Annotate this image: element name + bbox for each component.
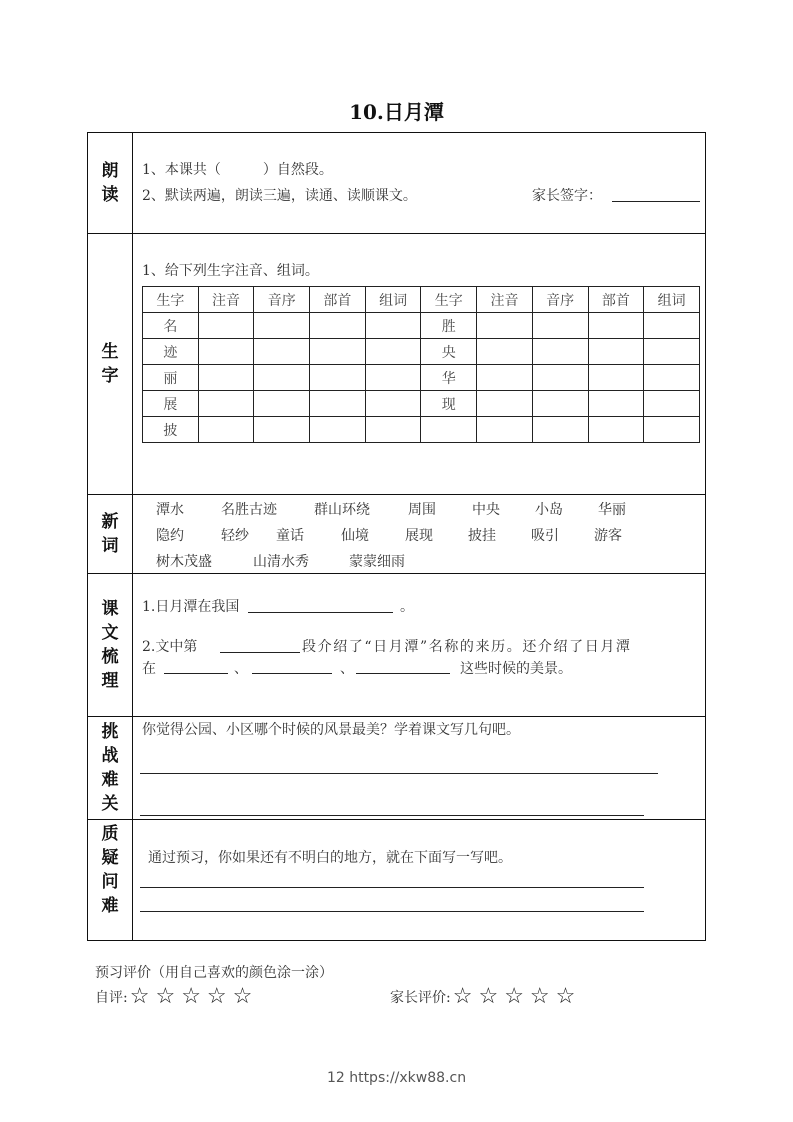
grid-cell[interactable] xyxy=(644,313,700,339)
section-label-challenge: 挑 战 难 关 xyxy=(88,717,133,819)
grid-cell[interactable] xyxy=(254,365,310,391)
evaluation-title: 预习评价（用自己喜欢的颜色涂一涂） xyxy=(95,965,333,981)
grid-cell[interactable] xyxy=(254,339,310,365)
reading-item-2: 2、默读两遍，朗读三遍，读通、读顺课文。 xyxy=(142,188,417,204)
grid-cell[interactable] xyxy=(254,313,310,339)
grid-cell[interactable] xyxy=(477,391,533,417)
grid-cell[interactable] xyxy=(310,313,366,339)
word: 隐约 xyxy=(156,528,184,544)
grid-cell[interactable] xyxy=(365,391,421,417)
word: 树木茂盛 xyxy=(156,554,212,570)
grid-header-row: 生字 注音 音序 部首 组词 生字 注音 音序 部首 组词 xyxy=(143,287,700,313)
star-icon[interactable]: ☆ xyxy=(555,984,576,1009)
section-text-review: 课 文 梳 理 1.日月潭在我国 。 2.文中第 段介绍了“日月潭”名称的来历。还介绍了日月潭 在 、 、 这些时候的美景。 xyxy=(88,574,705,717)
grid-row: 展 现 xyxy=(143,391,700,417)
grid-cell[interactable] xyxy=(254,417,310,443)
section-label-questions: 质 疑 问 难 xyxy=(88,820,133,941)
grid-cell[interactable] xyxy=(588,365,644,391)
answer-blank[interactable] xyxy=(252,673,332,674)
questions-prompt: 通过预习，你如果还有不明白的地方，就在下面写一写吧。 xyxy=(148,850,512,866)
grid-cell[interactable] xyxy=(365,417,421,443)
word: 吸引 xyxy=(531,528,559,544)
grid-cell[interactable] xyxy=(198,417,254,443)
grid-cell[interactable] xyxy=(198,391,254,417)
characters-instruction: 1、给下列生字注音、组词。 xyxy=(142,263,319,279)
section-questions xyxy=(88,820,705,941)
self-evaluation: 自评: ☆ ☆ ☆ ☆ ☆ xyxy=(95,984,253,1009)
grid-cell[interactable] xyxy=(644,391,700,417)
star-icon[interactable]: ☆ xyxy=(478,984,499,1009)
writing-line[interactable] xyxy=(140,815,644,816)
characters-grid xyxy=(142,286,700,443)
star-icon[interactable]: ☆ xyxy=(155,984,176,1009)
grid-cell[interactable] xyxy=(310,417,366,443)
grid-cell[interactable] xyxy=(365,339,421,365)
star-icon[interactable]: ☆ xyxy=(529,984,550,1009)
word: 蒙蒙细雨 xyxy=(349,554,405,570)
section-new-words xyxy=(88,495,705,574)
grid-cell[interactable] xyxy=(198,339,254,365)
writing-line[interactable] xyxy=(140,887,644,888)
word: 群山环绕 xyxy=(314,502,370,518)
signature-label: 家长签字： xyxy=(532,188,602,204)
word: 华丽 xyxy=(598,502,626,518)
word: 展现 xyxy=(405,528,433,544)
grid-cell[interactable] xyxy=(365,365,421,391)
word: 名胜古迹 xyxy=(221,502,277,518)
grid-cell[interactable] xyxy=(477,365,533,391)
star-icon[interactable]: ☆ xyxy=(129,984,150,1009)
writing-line[interactable] xyxy=(140,773,658,774)
word: 周围 xyxy=(408,502,436,518)
section-label-reading: 朗 读 xyxy=(88,133,133,233)
grid-cell[interactable] xyxy=(310,391,366,417)
grid-cell[interactable] xyxy=(254,391,310,417)
grid-cell[interactable] xyxy=(588,313,644,339)
grid-row: 披 xyxy=(143,417,700,443)
page-footer: 12 https://xkw88.cn xyxy=(326,1070,467,1086)
grid-cell[interactable] xyxy=(477,313,533,339)
grid-cell[interactable] xyxy=(310,365,366,391)
grid-cell[interactable] xyxy=(588,339,644,365)
section-characters xyxy=(88,234,705,495)
section-challenge xyxy=(88,717,705,820)
grid-cell[interactable] xyxy=(365,313,421,339)
word: 轻纱 xyxy=(221,528,249,544)
grid-cell[interactable] xyxy=(644,339,700,365)
section-label-new-words: 新 词 xyxy=(88,495,133,573)
grid-cell[interactable] xyxy=(532,417,588,443)
section-reading xyxy=(88,133,705,234)
word: 小岛 xyxy=(535,502,563,518)
answer-blank[interactable] xyxy=(248,612,393,613)
grid-row: 名 胜 xyxy=(143,313,700,339)
answer-blank[interactable] xyxy=(356,673,450,674)
reading-item-1: 1、本课共（ ）自然段。 xyxy=(142,162,333,178)
grid-row: 丽 华 xyxy=(143,365,700,391)
grid-cell[interactable] xyxy=(198,313,254,339)
star-icon[interactable]: ☆ xyxy=(206,984,227,1009)
worksheet-table xyxy=(87,132,706,941)
star-icon[interactable]: ☆ xyxy=(232,984,253,1009)
answer-blank[interactable] xyxy=(220,652,300,653)
word: 潭水 xyxy=(156,502,184,518)
answer-blank[interactable] xyxy=(164,673,228,674)
grid-cell[interactable] xyxy=(477,417,533,443)
word: 仙境 xyxy=(341,528,369,544)
challenge-prompt: 你觉得公园、小区哪个时候的风景最美？学着课文写几句吧。 xyxy=(142,722,520,738)
star-icon[interactable]: ☆ xyxy=(504,984,524,1009)
grid-row: 迹 央 xyxy=(143,339,700,365)
grid-cell[interactable] xyxy=(644,365,700,391)
word: 中央 xyxy=(472,502,500,518)
grid-cell[interactable] xyxy=(588,391,644,417)
word: 披挂 xyxy=(468,528,496,544)
signature-line[interactable] xyxy=(612,201,700,202)
page-title: 10.日月潭 xyxy=(349,100,444,124)
section-label-characters: 生 字 xyxy=(88,234,133,494)
word: 童话 xyxy=(276,528,304,544)
word: 山清水秀 xyxy=(253,554,309,570)
grid-cell[interactable] xyxy=(310,339,366,365)
grid-cell[interactable] xyxy=(532,313,588,339)
parent-evaluation: 家长评价: ☆ ☆ ☆ ☆ ☆ xyxy=(390,984,576,1009)
word: 游客 xyxy=(594,528,622,544)
grid-cell[interactable] xyxy=(532,339,588,365)
word-list xyxy=(156,497,626,575)
grid-cell[interactable] xyxy=(477,339,533,365)
star-icon[interactable]: ☆ xyxy=(452,984,473,1009)
section-label-text-review: 课 文 梳 理 xyxy=(88,574,133,716)
grid-cell[interactable] xyxy=(421,417,477,443)
grid-cell[interactable] xyxy=(532,391,588,417)
grid-cell[interactable] xyxy=(588,417,644,443)
grid-cell[interactable] xyxy=(198,365,254,391)
grid-cell[interactable] xyxy=(644,417,700,443)
writing-line[interactable] xyxy=(140,911,644,912)
grid-cell[interactable] xyxy=(532,365,588,391)
star-icon[interactable]: ☆ xyxy=(181,984,201,1009)
